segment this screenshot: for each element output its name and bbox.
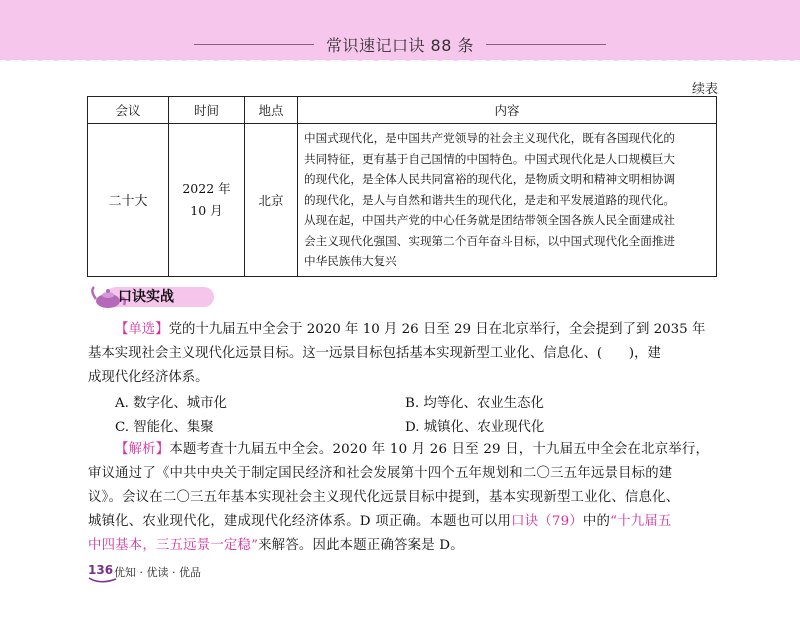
cell-time xyxy=(169,124,245,277)
footer-slogan: 优知 · 优读 · 优品 xyxy=(114,566,201,579)
analysis-block xyxy=(88,438,715,558)
cell-time-line2: 10 月 xyxy=(190,202,223,218)
content-line: 从现在起，中国共产党的中心任务就是团结带领全国各族人民全面建成社 xyxy=(304,213,676,227)
question-line xyxy=(115,318,715,342)
mnemonic-quote-start: “十九届五 xyxy=(610,514,672,529)
content-line: 的现代化，是人与自然和谐共生的现代化，是走和平发展道路的现代化。 xyxy=(304,192,676,207)
option-b: B. 均等化、农业生态化 xyxy=(405,396,544,411)
analysis-line5-b: 来解答。因此本题正确答案是 D。 xyxy=(258,538,464,553)
analysis-line3: 议》。会议在二〇三五年基本实现社会主义现代化远景目标中提到，基本实现新型工业化、信息化、 xyxy=(88,490,680,505)
cell-meeting: 二十大 xyxy=(88,124,169,277)
analysis-line1: 本题考查十九届五中全会。2020 年 10 月 26 日至 29 日，十九届五中全会在北京举行， xyxy=(169,442,710,457)
continued-label: 续表 xyxy=(691,82,718,97)
question-tag: 【单选】 xyxy=(115,322,169,337)
analysis-line4-a: 城镇化、农业现代化，建成现代化经济体系。D 项正确。本题也可以用 xyxy=(88,514,512,529)
question-text-line2: 基本实现社会主义现代化远景目标。这一远景目标包括基本实现新型工业化、信息化、( )，建 xyxy=(88,346,661,361)
content-line: 中国式现代化，是中国共产党领导的社会主义现代化，既有各国现代化的 xyxy=(304,131,676,145)
meeting-table xyxy=(87,96,717,277)
analysis-tag: 【解析】 xyxy=(115,442,170,457)
col-header-time: 时间 xyxy=(169,97,245,124)
option-c: C. 智能化、集聚 xyxy=(115,420,214,435)
analysis-line4 xyxy=(88,510,715,534)
page-header-title: 常识速记口诀 88 条 xyxy=(325,35,475,55)
header-rule-right xyxy=(486,44,606,45)
header xyxy=(0,33,800,55)
page-footer xyxy=(88,563,248,583)
footer-swoosh-decoration xyxy=(88,576,118,584)
mnemonic-reference: 口诀（79） xyxy=(511,514,583,529)
header-rule-left xyxy=(194,44,314,45)
question-text-line1: 党的十九届五中全会于 2020 年 10 月 26 日至 29 日在北京举行，全会提到了到 2035 年 xyxy=(168,322,706,337)
table-row xyxy=(88,124,717,277)
analysis-line2: 审议通过了《中共中央关于制定国民经济和社会发展第十四个五年规划和二〇三五年远景目标的建 xyxy=(88,466,673,481)
cell-content xyxy=(298,124,717,277)
content-line: 共同特征，更有基于自己国情的中国特色。中国式现代化是人口规模巨大 xyxy=(304,151,676,166)
option-a: A. 数字化、城市化 xyxy=(115,396,227,411)
analysis-line4-c: 中的 xyxy=(582,514,611,529)
section-title: 口诀实战 xyxy=(118,289,174,305)
cell-time-line1: 2022 年 xyxy=(182,180,231,196)
question-text-line3: 成现代化经济体系。 xyxy=(88,370,209,385)
col-header-content: 内容 xyxy=(298,97,717,124)
question-block xyxy=(88,318,715,390)
cell-place: 北京 xyxy=(245,124,298,277)
content-line: 会主义现代化强国、实现第二个百年奋斗目标，以中国式现代化全面推进 xyxy=(304,233,676,248)
analysis-line xyxy=(115,438,715,462)
table-header-row xyxy=(88,97,717,124)
analysis-line5 xyxy=(88,534,715,558)
page-number: 136 xyxy=(88,563,114,577)
content-line: 中华民族伟大复兴 xyxy=(304,254,397,268)
mnemonic-quote-end: 中四基本，三五远景一定稳” xyxy=(88,538,259,553)
col-header-meeting: 会议 xyxy=(88,97,169,124)
option-d: D. 城镇化、农业现代化 xyxy=(405,420,545,435)
col-header-place: 地点 xyxy=(245,97,298,124)
section-heading xyxy=(88,281,218,311)
content-line: 的现代化，是全体人民共同富裕的现代化，是物质文明和精神文明相协调 xyxy=(304,172,676,186)
